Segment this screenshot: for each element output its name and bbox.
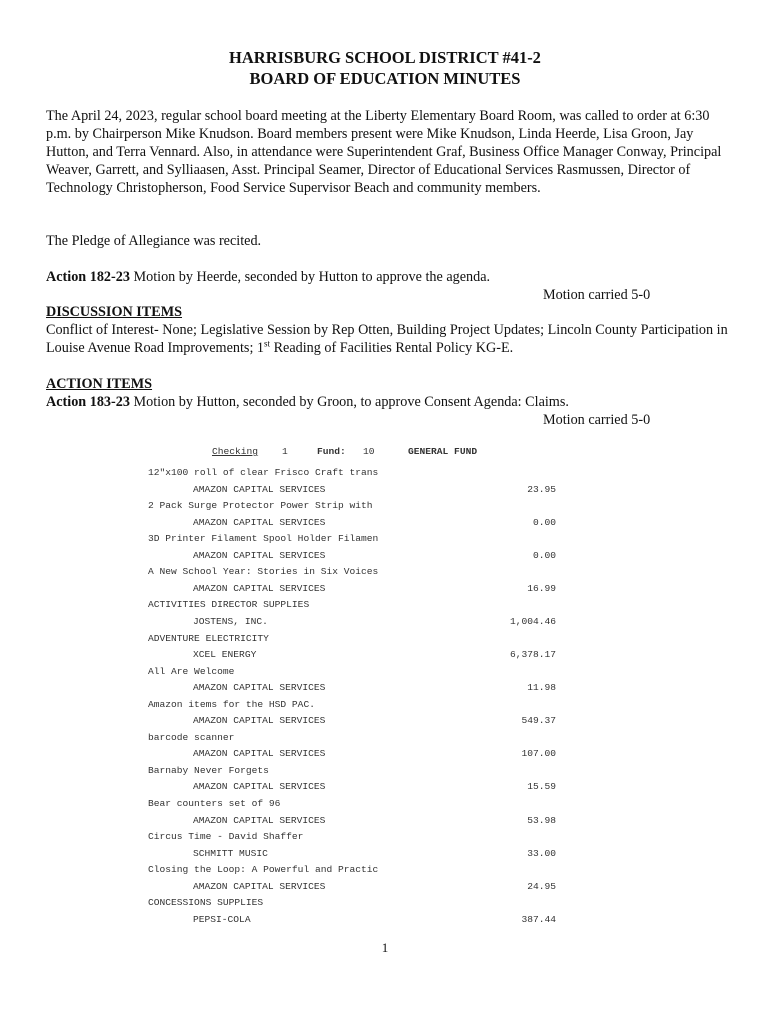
- claim-description: Circus Time - David Shaffer: [148, 831, 304, 843]
- claim-amount: 23.95: [527, 483, 556, 495]
- claim-item: [0, 732, 770, 762]
- claim-description: Barnaby Never Forgets: [148, 764, 269, 776]
- fund-header: [0, 446, 770, 460]
- claim-vendor: AMAZON CAPITAL SERVICES: [193, 483, 326, 495]
- action-183-label: Action 183-23: [46, 394, 130, 410]
- claim-vendor: AMAZON CAPITAL SERVICES: [193, 582, 326, 594]
- action-182-label: Action 182-23: [46, 269, 130, 285]
- action-183-result: Motion carried 5-0: [543, 412, 651, 428]
- claim-item: [0, 798, 770, 828]
- claim-description: Closing the Loop: A Powerful and Practic: [148, 864, 379, 876]
- claim-amount: 24.95: [527, 880, 556, 892]
- claim-item: [0, 897, 770, 927]
- claim-description: 12"x100 roll of clear Frisco Craft trans: [148, 467, 379, 478]
- claim-item: [0, 699, 770, 729]
- claim-item: [0, 566, 770, 596]
- page-number: 1: [381, 940, 389, 955]
- claim-item: [0, 633, 770, 663]
- claim-amount: 53.98: [527, 814, 556, 826]
- claim-description: Bear counters set of 96: [148, 798, 281, 809]
- claim-description: CONCESSIONS SUPPLIES: [148, 897, 264, 909]
- checking-label: Checking: [212, 446, 259, 457]
- claim-amount: 11.98: [527, 682, 556, 694]
- action-183-paragraph: [46, 393, 736, 411]
- claim-vendor: AMAZON CAPITAL SERVICES: [193, 748, 326, 760]
- fund-value: 10: [363, 446, 375, 457]
- claim-item: [0, 666, 770, 696]
- claim-amount: 33.00: [527, 847, 556, 859]
- claim-amount: 0.00: [532, 549, 556, 561]
- claim-item: [0, 500, 770, 530]
- discussion-heading: DISCUSSION ITEMS: [46, 304, 183, 320]
- claim-vendor: AMAZON CAPITAL SERVICES: [193, 781, 326, 793]
- claim-item: [0, 599, 770, 629]
- claim-description: All Are Welcome: [148, 665, 235, 677]
- discussion-paragraph: [46, 321, 736, 357]
- checking-value: 1: [282, 446, 288, 457]
- fund-label: Fund:: [317, 446, 346, 457]
- intro-paragraph: The April 24, 2023, regular school board meeting at the Liberty Elementary Board Room, was called to order at 6:30 p.m. by Chairperson Mike Knudson. Board members present were Mike Knudson, Linda Heerde, Lisa Groon, Jay Hutton, and Terra Vennard. Also, in attendance were Superintendent Graf, Business Office Manager Conway, Principal Weaver, Garrett, and Sylliaasen, Asst. Principal Seamer, Director of Educational Services Rasmussen, Director of Technology Christopherson, Food Service Supervisor Beach and community members.: [46, 108, 722, 196]
- claim-description: ACTIVITIES DIRECTOR SUPPLIES: [148, 599, 310, 611]
- claim-vendor: AMAZON CAPITAL SERVICES: [193, 682, 326, 694]
- claim-description: 3D Printer Filament Spool Holder Filamen: [148, 533, 379, 545]
- claim-amount: 1,004.46: [509, 615, 556, 627]
- claim-item: [0, 831, 770, 861]
- action-items-heading: ACTION ITEMS: [46, 376, 153, 392]
- claim-description: Amazon items for the HSD PAC.: [148, 698, 315, 710]
- claim-vendor: AMAZON CAPITAL SERVICES: [193, 549, 326, 561]
- claim-amount: 549.37: [521, 715, 556, 727]
- claim-description: ADVENTURE ELECTRICITY: [148, 632, 269, 644]
- action-182-result: Motion carried 5-0: [543, 287, 651, 303]
- claim-amount: 0.00: [532, 516, 556, 528]
- claim-vendor: PEPSI-COLA: [193, 913, 251, 925]
- claim-vendor: XCEL ENERGY: [193, 649, 257, 660]
- discussion-superscript: st: [264, 338, 271, 349]
- claim-amount: 107.00: [521, 748, 556, 760]
- document-title: HARRISBURG SCHOOL DISTRICT #41-2: [229, 48, 541, 67]
- discussion-text-after: Reading of Facilities Rental Policy KG-E.: [270, 340, 514, 356]
- claim-item: [0, 765, 770, 795]
- claim-description: 2 Pack Surge Protector Power Strip with: [148, 500, 373, 512]
- action-182-paragraph: [46, 268, 736, 286]
- claim-description: A New School Year: Stories in Six Voices: [148, 566, 379, 578]
- claim-vendor: JOSTENS, INC.: [193, 615, 268, 627]
- claim-vendor: AMAZON CAPITAL SERVICES: [193, 814, 326, 826]
- claim-vendor: AMAZON CAPITAL SERVICES: [193, 715, 326, 727]
- claim-vendor: AMAZON CAPITAL SERVICES: [193, 880, 326, 892]
- claim-amount: 6,378.17: [509, 649, 556, 660]
- action-182-text: Motion by Heerde, seconded by Hutton to approve the agenda.: [129, 269, 491, 285]
- claim-item: [0, 533, 770, 563]
- fund-name: GENERAL FUND: [408, 446, 478, 457]
- claim-amount: 16.99: [527, 582, 556, 594]
- document-subtitle: BOARD OF EDUCATION MINUTES: [249, 69, 521, 88]
- claim-vendor: SCHMITT MUSIC: [193, 847, 268, 859]
- claim-amount: 15.59: [527, 781, 556, 793]
- action-183-text: Motion by Hutton, seconded by Groon, to approve Consent Agenda: Claims.: [129, 394, 569, 410]
- claim-vendor: AMAZON CAPITAL SERVICES: [193, 516, 326, 528]
- claim-description: barcode scanner: [148, 731, 235, 743]
- claim-item: [0, 864, 770, 894]
- discussion-text-before: Conflict of Interest- None; Legislative Session by Rep Otten, Building Project Updates; Lincoln County Participation in Louise Avenue Road Improvements; 1: [46, 322, 728, 356]
- claim-amount: 387.44: [521, 913, 556, 925]
- claim-item: [0, 467, 770, 497]
- pledge-paragraph: The Pledge of Allegiance was recited.: [46, 233, 262, 249]
